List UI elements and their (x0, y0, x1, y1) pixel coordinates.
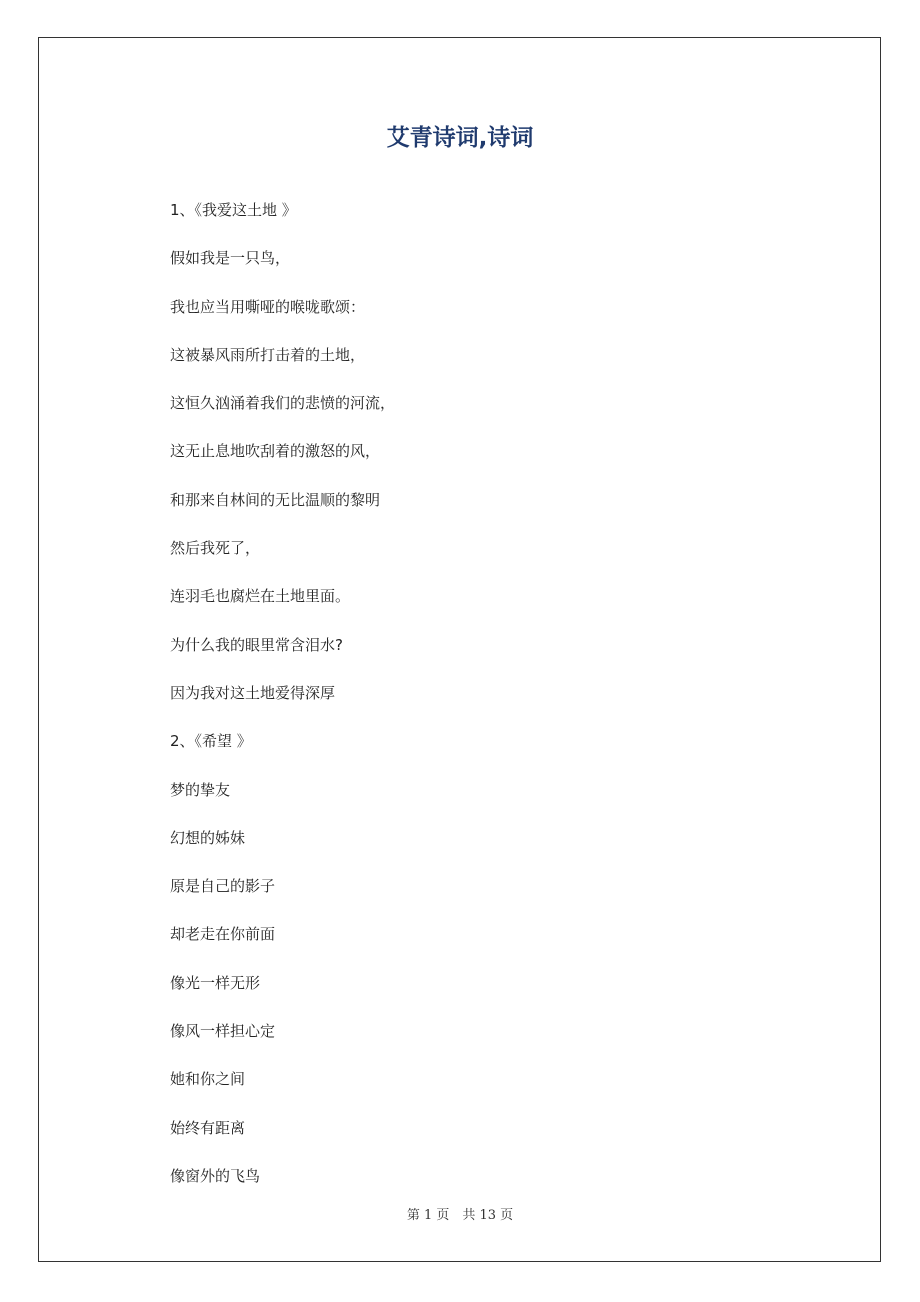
poem-line: 梦的挚友 (170, 780, 231, 799)
document-title: 艾青诗词,诗词 (386, 125, 534, 151)
poem-body (170, 196, 810, 1210)
poem-line: 我也应当用嘶哑的喉咙歌颂： (170, 297, 366, 316)
poem-line: 这恒久汹涌着我们的悲愤的河流， (170, 394, 396, 413)
poem-line: 却老走在你前面 (170, 925, 276, 944)
page-number-footer: 第 1 页 共 13 页 (406, 1208, 514, 1223)
poem-line: 始终有距离 (170, 1118, 246, 1137)
poem-line: 原是自己的影子 (170, 877, 276, 896)
poem-line: 和那来自林间的无比温顺的黎明 (170, 490, 381, 509)
poem-line: 因为我对这土地爱得深厚 (170, 683, 336, 702)
poem-line: 她和你之间 (170, 1070, 246, 1089)
poem-line: 像光一样无形 (170, 973, 261, 992)
poem-line: 像风一样担心定 (170, 1022, 276, 1041)
poem-line: 这被暴风雨所打击着的土地， (170, 345, 366, 364)
poem-line: 2、《希望 》 (170, 732, 252, 751)
poem-line: 假如我是一只鸟， (170, 249, 291, 268)
poem-line: 为什么我的眼里常含泪水? (170, 635, 343, 654)
poem-line: 幻想的姊妹 (170, 828, 246, 847)
poem-line: 然后我死了， (170, 539, 261, 558)
poem-line: 这无止息地吹刮着的激怒的风， (170, 442, 381, 461)
poem-line: 连羽毛也腐烂在土地里面。 (170, 587, 351, 606)
poem-line: 1、《我爱这土地 》 (170, 201, 297, 219)
poem-line: 像窗外的飞鸟 (170, 1166, 261, 1185)
